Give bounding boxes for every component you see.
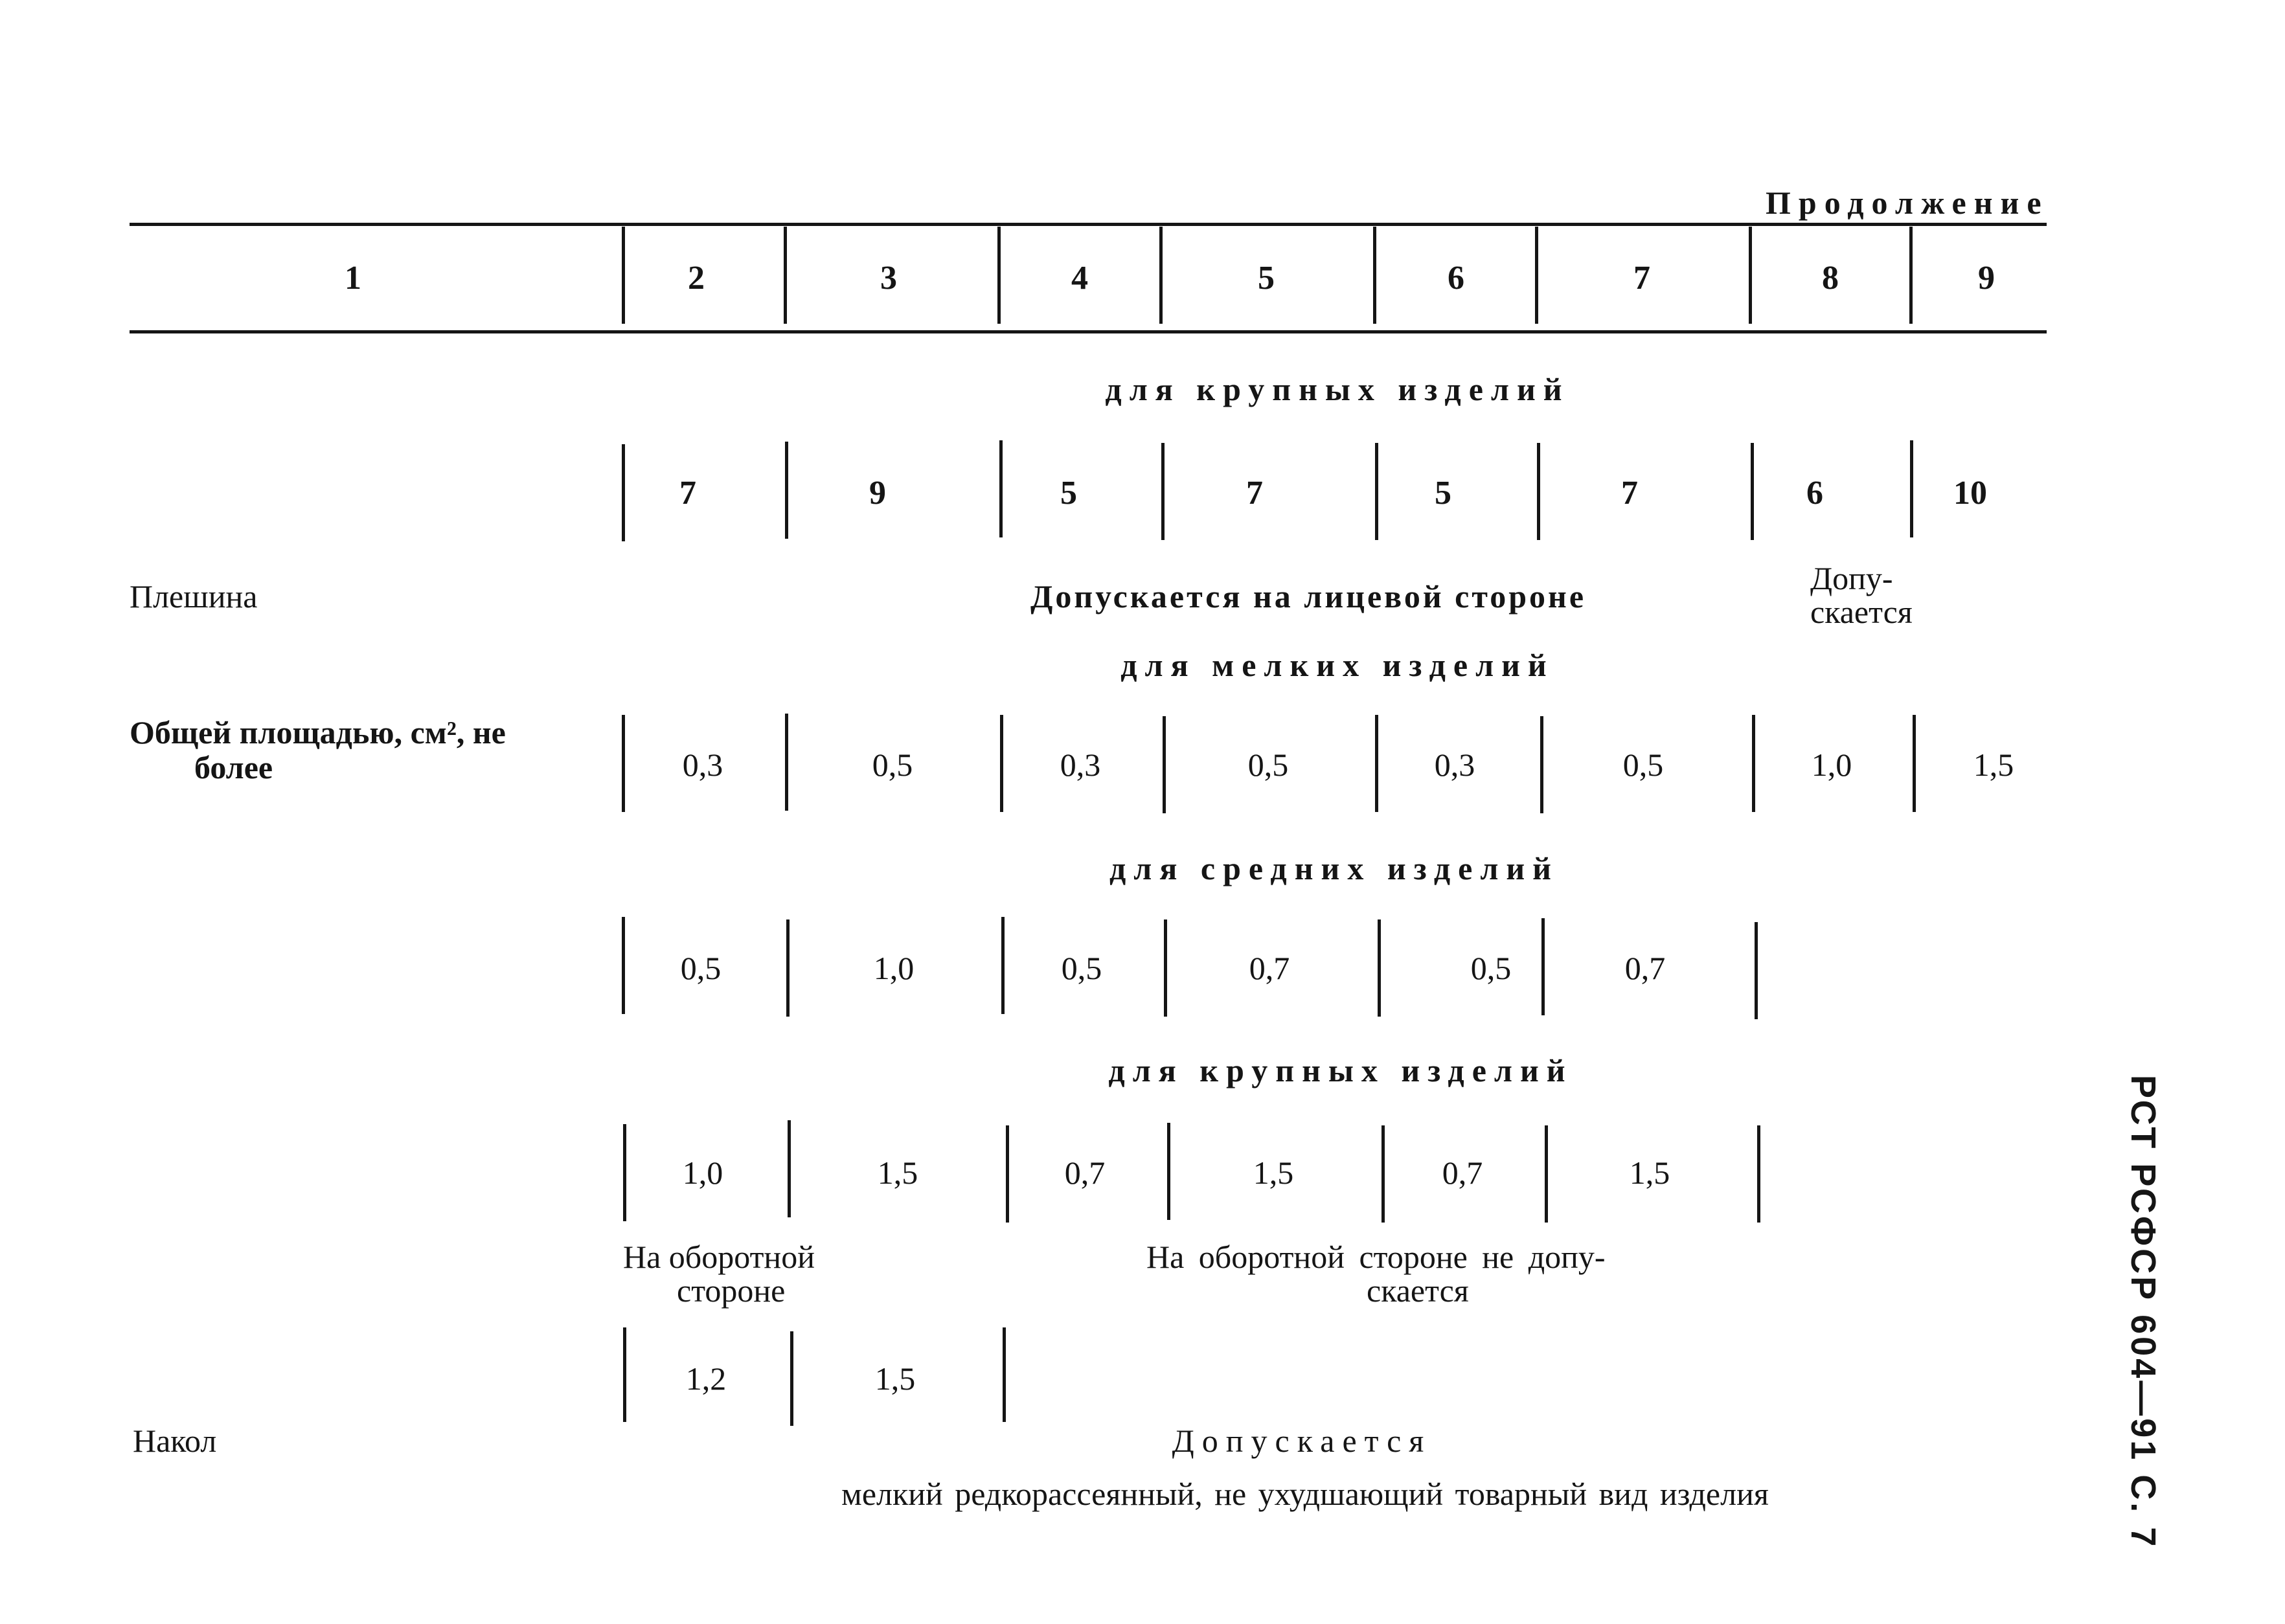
bald-spot-allowed-front: Допускается на лицевой стороне [1030, 578, 1587, 615]
cell-value: 1,2 [685, 1360, 727, 1397]
row-label-puncture: Накол [133, 1423, 217, 1459]
side-caption: РСТ РСФСР 604—91 С. 7 [2124, 1075, 2163, 1550]
cell-separator [788, 1120, 791, 1217]
cell-separator [785, 714, 788, 811]
cell-separator [1003, 1327, 1006, 1422]
header-separator [1373, 227, 1376, 324]
cell-value: 7 [679, 475, 696, 512]
puncture-allowed: Допускается [1172, 1423, 1432, 1459]
cell-separator [1537, 443, 1540, 540]
cell-value: 1,5 [874, 1360, 916, 1397]
cell-value: 0,7 [1624, 950, 1666, 986]
header-separator [784, 227, 787, 324]
header-separator [1159, 227, 1163, 324]
section-heading-large-top: для крупных изделий [1105, 371, 1570, 407]
cell-value: 5 [1060, 475, 1077, 512]
cell-separator [1378, 919, 1381, 1017]
column-header: 9 [1978, 260, 1995, 297]
cell-separator [1161, 443, 1165, 540]
cell-separator [1375, 443, 1378, 540]
cell-value: 1,0 [1811, 747, 1852, 783]
cell-value: 9 [869, 475, 886, 512]
cell-separator [1164, 919, 1167, 1017]
cell-value: 0,7 [1064, 1155, 1106, 1191]
column-header: 5 [1258, 260, 1275, 297]
section-heading-large: для крупных изделий [1108, 1052, 1573, 1088]
cell-value: 6 [1806, 475, 1823, 512]
cell-value: 1,0 [873, 950, 915, 986]
back-side-allowed-line1: На оборотной [623, 1239, 815, 1275]
column-header: 6 [1448, 260, 1464, 297]
cell-separator [1540, 716, 1543, 813]
cell-separator [622, 715, 625, 812]
header-separator [1749, 227, 1752, 324]
cell-separator [1381, 1125, 1385, 1223]
cell-value: 1,5 [877, 1155, 918, 1191]
cell-separator [1000, 715, 1003, 812]
back-side-not-allowed-line1: На оборотной стороне не допу- [1146, 1239, 1606, 1275]
cell-value: 0,3 [1434, 747, 1475, 783]
cell-value: 0,7 [1249, 950, 1290, 986]
cell-value: 5 [1435, 475, 1451, 512]
cell-value: 7 [1246, 475, 1263, 512]
cell-separator [1755, 922, 1758, 1019]
cell-value: 0,3 [1060, 747, 1101, 783]
cell-separator [790, 1331, 793, 1426]
column-header: 2 [688, 260, 705, 297]
cell-value: 0,5 [680, 950, 722, 986]
section-heading-medium: для средних изделий [1109, 850, 1559, 886]
cell-value: 0,5 [1247, 747, 1289, 783]
cell-separator [1001, 917, 1005, 1014]
puncture-description: мелкий редкорассеянный, не ухудшающий товарный вид изделия [841, 1476, 1769, 1512]
cell-value: 10 [1953, 475, 1987, 512]
cell-separator [1375, 715, 1378, 812]
cell-separator [785, 442, 788, 539]
column-header: 7 [1633, 260, 1650, 297]
column-header: 1 [345, 260, 361, 297]
cell-value: 1,5 [1253, 1155, 1294, 1191]
cell-value: 7 [1621, 475, 1638, 512]
section-heading-small: для мелких изделий [1120, 647, 1554, 683]
row-label-area: Общей площадью, см², не [130, 714, 506, 750]
table-header-bottom-rule [130, 330, 2047, 333]
cell-separator [1910, 440, 1913, 537]
cell-separator [622, 444, 625, 541]
cell-value: 1,5 [1973, 747, 2014, 783]
cell-value: 1,5 [1629, 1155, 1670, 1191]
cell-separator [1752, 715, 1755, 812]
cell-value: 0,5 [1061, 950, 1102, 986]
cell-separator [786, 919, 790, 1017]
cell-separator [1757, 1125, 1760, 1223]
cell-separator [1541, 918, 1545, 1015]
cell-separator [1913, 715, 1916, 812]
row-label-bald-spot: Плешина [130, 578, 258, 615]
back-side-not-allowed-line2: скается [1367, 1272, 1469, 1309]
cell-separator [623, 1327, 626, 1422]
bald-spot-allowed-col8-line1: Допу- [1810, 560, 1893, 596]
back-side-allowed-line2: стороне [677, 1272, 786, 1309]
cell-separator [1167, 1123, 1170, 1220]
cell-separator [1751, 443, 1754, 540]
continuation-label: Продолжение [1766, 185, 2049, 221]
header-separator [622, 227, 625, 324]
cell-separator [999, 440, 1003, 537]
bald-spot-allowed-col8-line2: скается [1810, 594, 1913, 630]
cell-value: 1,0 [682, 1155, 723, 1191]
header-separator [1535, 227, 1538, 324]
column-header: 4 [1071, 260, 1088, 297]
cell-separator [623, 1124, 626, 1221]
cell-separator [1163, 716, 1166, 813]
cell-value: 0,5 [1470, 950, 1512, 986]
cell-value: 0,5 [872, 747, 913, 783]
header-separator [1909, 227, 1913, 324]
column-header: 8 [1822, 260, 1839, 297]
cell-value: 0,5 [1622, 747, 1664, 783]
cell-separator [622, 917, 625, 1014]
cell-value: 0,3 [682, 747, 723, 783]
table-top-rule [130, 223, 2047, 226]
cell-separator [1006, 1125, 1009, 1223]
cell-separator [1545, 1125, 1548, 1223]
column-header: 3 [880, 260, 897, 297]
row-label-area-cont: более [194, 749, 273, 785]
cell-value: 0,7 [1442, 1155, 1483, 1191]
header-separator [997, 227, 1001, 324]
